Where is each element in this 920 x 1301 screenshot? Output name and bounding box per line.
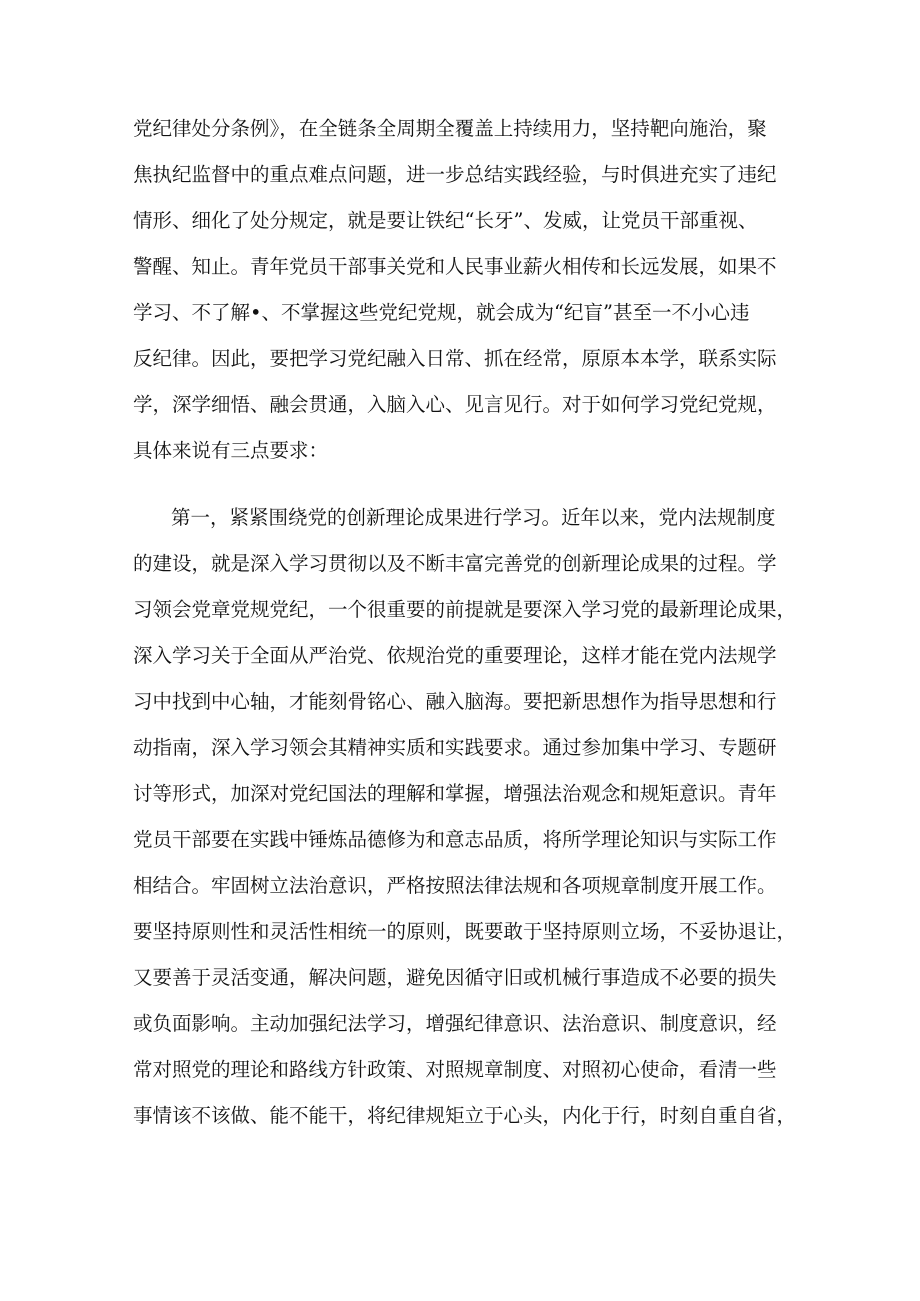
- text-line: 焦执纪监督中的重点难点问题，进一步总结实践经验，与时俱进充实了违纪: [133, 163, 777, 186]
- text-line: 深入学习关于全面从严治党、依规治党的重要理论，这样才能在党内法规学: [133, 644, 777, 667]
- text-line: 又要善于灵活变通，解决问题，避免因循守旧或机械行事造成不必要的损失: [133, 966, 777, 989]
- text-line: 具体来说有三点要求：: [133, 439, 329, 462]
- text-line: 党纪律处分条例》，在全链条全周期全覆盖上持续用力，坚持靶向施治，聚: [133, 117, 767, 140]
- text-line: 习领会党章党规党纪，一个很重要的前提就是要深入学习党的最新理论成果，: [133, 598, 797, 621]
- text-line: 的建设，就是深入学习贯彻以及不断丰富完善党的创新理论成果的过程。学: [133, 552, 777, 575]
- text-line: 学，深学细悟、融会贯通，入脑入心、见言见行。对于如何学习党纪党规，: [133, 393, 777, 416]
- text-line: 常对照党的理论和路线方针政策、对照规章制度、对照初心使命，看清一些: [133, 1058, 777, 1081]
- text-line: 学习、不了解•、不掌握这些党纪党规，就会成为“纪盲”甚至一不小心违: [133, 301, 750, 324]
- text-line: 党员干部要在实践中锤炼品德修为和意志品质，将所学理论知识与实际工作: [133, 828, 777, 851]
- text-line: 情形、细化了处分规定，就是要让铁纪“长牙”、发威，让党员干部重视、: [133, 209, 758, 232]
- text-line: 相结合。牢固树立法治意识，严格按照法律法规和各项规章制度开展工作。: [133, 874, 777, 897]
- text-line: 习中找到中心轴，才能刻骨铭心、融入脑海。要把新思想作为指导思想和行: [133, 690, 777, 713]
- text-line: 要坚持原则性和灵活性相统一的原则，既要敢于坚持原则立场，不妥协退让，: [133, 920, 797, 943]
- text-line: 动指南，深入学习领会其精神实质和实践要求。通过参加集中学习、专题研: [133, 736, 777, 759]
- text-line: 或负面影响。主动加强纪法学习，增强纪律意识、法治意识、制度意识，经: [133, 1012, 777, 1035]
- text-line: 事情该不该做、能不能干，将纪律规矩立于心头，内化于行，时刻自重自省，: [133, 1104, 797, 1127]
- text-line: 讨等形式，加深对党纪国法的理解和掌握，增强法治观念和规矩意识。青年: [133, 782, 777, 805]
- text-line: 警醒、知止。青年党员干部事关党和人民事业薪火相传和长远发展，如果不: [133, 255, 777, 278]
- paragraph-first-line: 第一，紧紧围绕党的创新理论成果进行学习。近年以来，党内法规制度: [171, 506, 776, 529]
- text-line: 反纪律。因此，要把学习党纪融入日常、抓在经常，原原本本学，联系实际: [133, 347, 777, 370]
